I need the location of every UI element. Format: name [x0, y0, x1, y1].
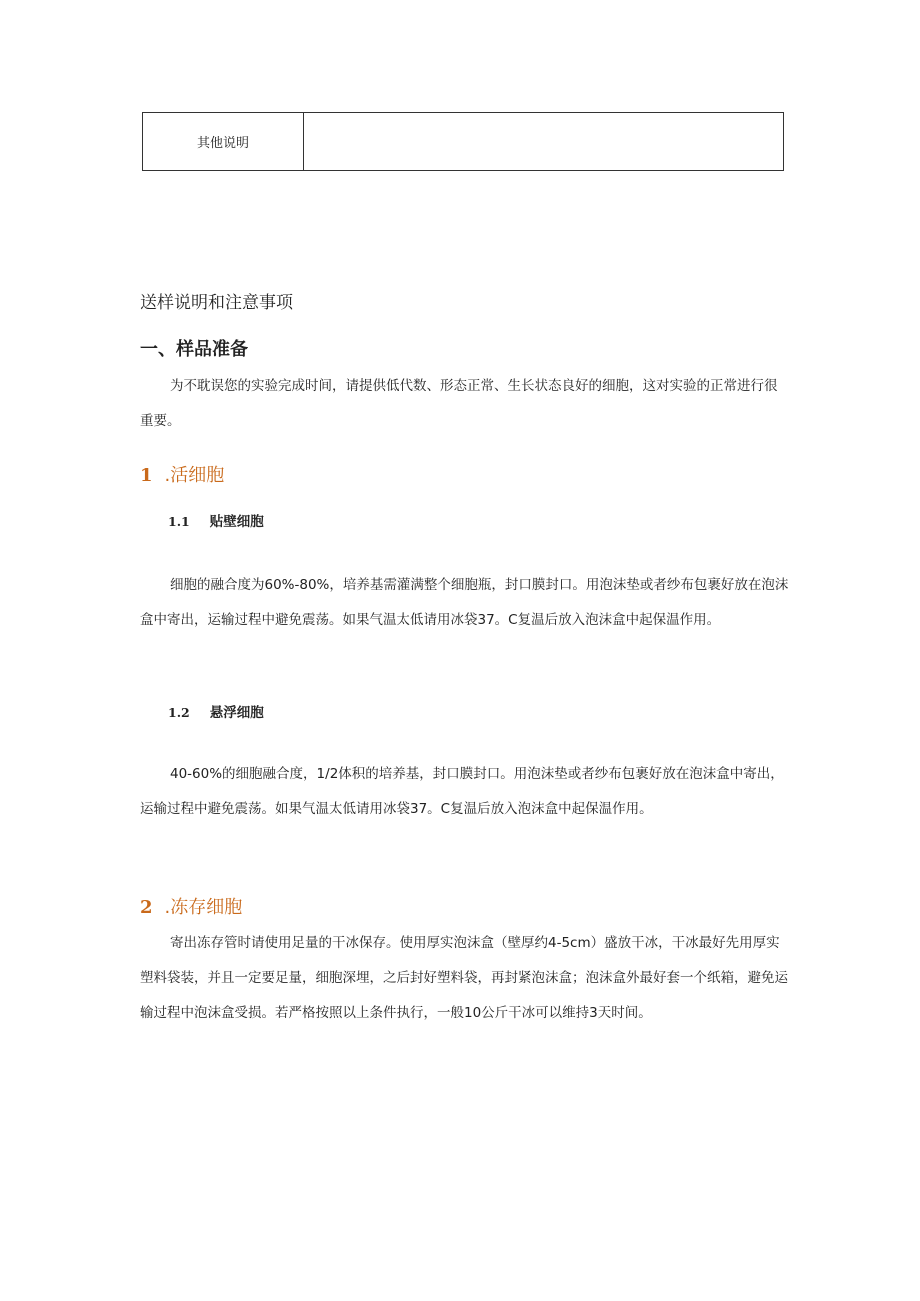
intro-paragraph: 为不耽误您的实验完成时间，请提供低代数、形态正常、生长状态良好的细胞，这对实验的正常进行很重要。: [140, 378, 778, 429]
subheading-adherent-cells: [168, 510, 264, 530]
table-label-cell: 其他说明: [143, 113, 304, 171]
document-title: 送样说明和注意事项: [140, 293, 293, 313]
heading-live-cells: [140, 461, 224, 487]
subheading-suspension-cells: [168, 701, 264, 721]
heading-text: .冻存细胞: [164, 897, 243, 918]
subheading-text: 贴壁细胞: [209, 514, 264, 530]
heading-frozen-cells: [140, 893, 242, 919]
suspension-paragraph: 40-60%的细胞融合度，1/2体积的培养基，封口膜封口。用泡沫垫或者纱布包裹好放在泡沫盒中寄出，运输过程中避免震荡。如果气温太低请用冰袋37。C复温后放入泡沫盒中起保温作用。: [140, 766, 784, 817]
subheading-number: 1.2: [168, 705, 190, 720]
heading-number: 2: [140, 897, 153, 918]
section-title-sample-prep: 一、样品准备: [140, 339, 248, 360]
subheading-text: 悬浮细胞: [209, 705, 264, 721]
table-row: [143, 113, 784, 171]
heading-number: 1: [140, 465, 153, 486]
frozen-paragraph: 寄出冻存管时请使用足量的干冰保存。使用厚实泡沫盒（壁厚约4-5cm）盛放干冰，干冰最好先用厚实塑料袋装，并且一定要足量，细胞深埋，之后封好塑料袋，再封紧泡沫盒；泡沫盒外最好套一个纸箱，避免运输过程中泡沫盒受损。若严格按照以上条件执行，一般10公斤干冰可以维持3天时间。: [140, 935, 788, 1021]
heading-text: .活细胞: [164, 465, 225, 486]
info-table: [142, 112, 784, 171]
subheading-number: 1.1: [168, 514, 190, 529]
adherent-paragraph: 细胞的融合度为60%-80%，培养基需灌满整个细胞瓶，封口膜封口。用泡沫垫或者纱布包裹好放在泡沫盒中寄出，运输过程中避免震荡。如果气温太低请用冰袋37。C复温后放入泡沫盒中起保温作用。: [140, 577, 789, 628]
table-value-cell: [304, 113, 784, 171]
